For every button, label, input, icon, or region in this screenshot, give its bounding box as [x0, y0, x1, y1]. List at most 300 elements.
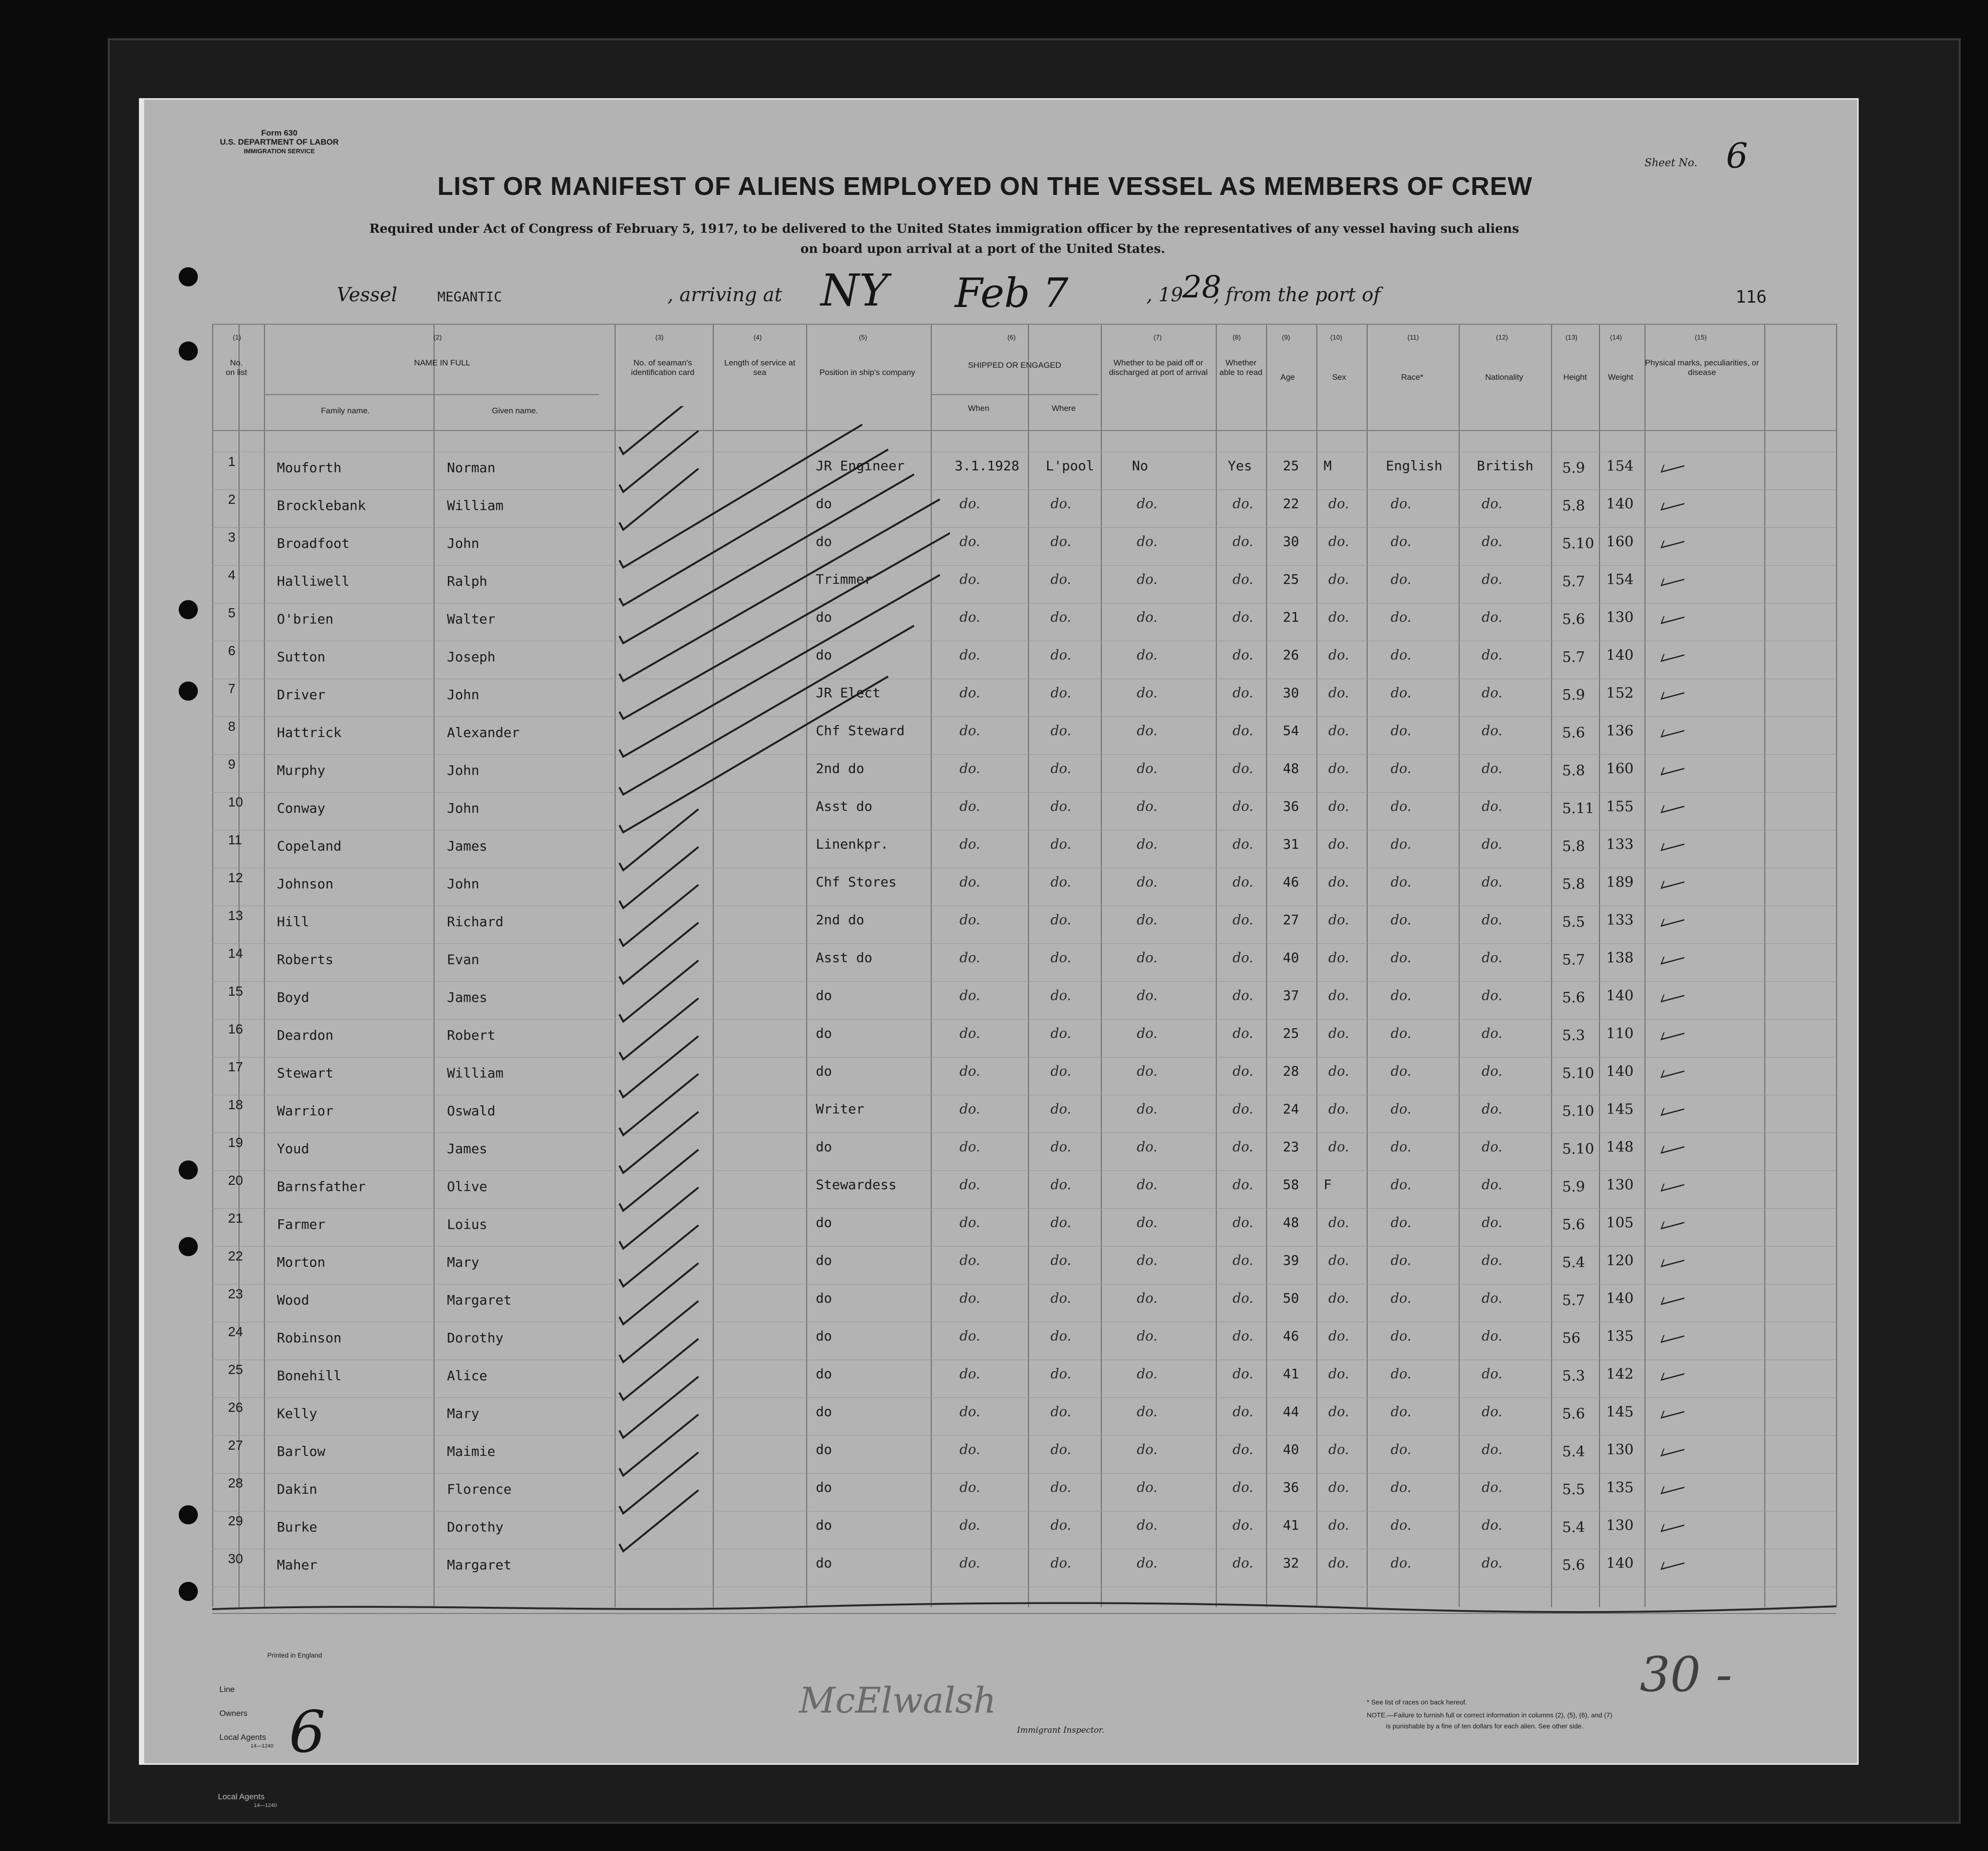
position: Linenkpr.	[816, 836, 889, 852]
cell-nationality: British	[1477, 458, 1534, 474]
check-mark-icon	[1660, 686, 1687, 700]
age: 41	[1283, 1366, 1299, 1382]
row-number: 2	[228, 492, 236, 507]
height: 5.10	[1562, 1065, 1594, 1082]
check-mark-icon	[619, 1453, 698, 1514]
ditto-mark: do.	[1328, 609, 1349, 625]
age: 39	[1283, 1252, 1299, 1268]
family-name-header: Family name.	[320, 406, 370, 415]
check-mark-icon	[619, 1263, 698, 1325]
weight: 140	[1606, 988, 1634, 1004]
family-name: Youd	[277, 1141, 309, 1157]
check-mark-icon	[1660, 799, 1687, 813]
check-mark-icon	[619, 1036, 698, 1098]
weight: 135	[1606, 1479, 1634, 1496]
ditto-mark: do.	[1137, 761, 1158, 776]
weight: 140	[1606, 1290, 1634, 1307]
manifest-sheet	[139, 98, 1859, 1765]
ditto-mark: do.	[1391, 836, 1412, 852]
given-name: William	[447, 498, 504, 513]
row-number: 30	[228, 1551, 243, 1566]
id-card-checkmarks	[615, 406, 950, 1623]
ditto-mark: do.	[1137, 1290, 1158, 1306]
col7-number: (7)	[1154, 333, 1162, 341]
column-rule	[264, 324, 265, 1607]
check-mark-icon	[1660, 572, 1687, 586]
check-mark-icon	[1660, 534, 1687, 548]
column-rule	[1836, 324, 1837, 1607]
ditto-mark: do.	[1137, 1252, 1158, 1268]
subtitle-line-2: on board upon arrival at a port of the United States.	[800, 242, 1165, 256]
ditto-mark: do.	[1391, 1555, 1412, 1571]
ditto-mark: do.	[1482, 912, 1503, 928]
position: Trimmer	[816, 571, 873, 587]
ditto-mark: do.	[1482, 1252, 1503, 1268]
position: do	[816, 988, 832, 1003]
ditto-mark: do.	[1482, 1063, 1503, 1079]
column-rule	[1101, 324, 1102, 1607]
ditto-mark: do.	[1328, 798, 1349, 814]
ditto-mark: do.	[1391, 1025, 1412, 1041]
family-name: Hill	[277, 914, 309, 930]
height: 5.8	[1562, 876, 1585, 893]
ditto-mark: do.	[1233, 1101, 1254, 1117]
ditto-mark: do.	[1051, 685, 1072, 701]
age: 46	[1283, 1328, 1299, 1344]
col13-number: (13)	[1565, 333, 1577, 341]
age: 50	[1283, 1290, 1299, 1306]
given-name: Loius	[447, 1216, 488, 1232]
family-name: Brocklebank	[277, 498, 366, 513]
family-name: Hattrick	[277, 725, 342, 740]
ditto-mark: do.	[1391, 609, 1412, 625]
position: do	[816, 1290, 832, 1306]
cell-sex: F	[1324, 1177, 1332, 1192]
col8-number: (8)	[1233, 333, 1241, 341]
family-name: Warrior	[277, 1103, 334, 1119]
ditto-mark: do.	[1137, 1328, 1158, 1344]
ditto-mark: do.	[1391, 534, 1412, 549]
check-mark-icon	[1660, 837, 1687, 851]
row-number: 28	[228, 1476, 243, 1490]
position: 2nd do	[816, 761, 865, 776]
check-mark-icon	[619, 999, 698, 1060]
position: do	[816, 1139, 832, 1155]
age: 28	[1283, 1063, 1299, 1079]
ditto-mark: do.	[1137, 496, 1158, 511]
check-mark-icon	[1660, 913, 1687, 927]
ditto-mark: do.	[1328, 950, 1349, 965]
ditto-mark: do.	[1137, 1063, 1158, 1079]
family-name: Sutton	[277, 649, 326, 665]
weight: 154	[1606, 571, 1634, 588]
position: do	[816, 1555, 832, 1571]
ditto-mark: do.	[1137, 1479, 1158, 1495]
punch-hole	[179, 681, 198, 701]
ditto-mark: do.	[1233, 1252, 1254, 1268]
ditto-mark: do.	[1328, 1063, 1349, 1079]
ditto-mark: do.	[1137, 874, 1158, 890]
form-number: Form 630	[261, 128, 297, 137]
row-number: 17	[228, 1059, 243, 1074]
check-mark-icon	[1660, 1442, 1687, 1456]
ditto-mark: do.	[1137, 571, 1158, 587]
row-rule	[212, 1019, 1836, 1020]
ditto-mark: do.	[1328, 1025, 1349, 1041]
weight: 145	[1606, 1101, 1634, 1118]
family-name: Broadfoot	[277, 535, 350, 551]
row-number: 16	[228, 1022, 243, 1036]
position: do	[816, 609, 832, 625]
age: 30	[1283, 534, 1299, 549]
ditto-mark: do.	[1233, 571, 1254, 587]
vessel-label: Vessel	[337, 284, 398, 306]
ditto-mark: do.	[960, 988, 981, 1003]
given-name: Norman	[447, 460, 496, 476]
ditto-mark: do.	[1051, 1479, 1072, 1495]
weight: 155	[1606, 798, 1634, 815]
col4-number: (4)	[754, 333, 762, 341]
weight: 120	[1606, 1252, 1634, 1269]
weight: 145	[1606, 1404, 1634, 1420]
ditto-mark: do.	[1233, 534, 1254, 549]
ditto-mark: do.	[1482, 1139, 1503, 1155]
row-number: 9	[228, 757, 236, 772]
weight: 148	[1606, 1139, 1634, 1156]
punch-hole	[179, 1237, 198, 1256]
height: 5.7	[1562, 952, 1585, 968]
sheet-number: 6	[1726, 136, 1748, 176]
weight: 130	[1606, 1517, 1634, 1534]
position: do	[816, 1517, 832, 1533]
cell-when: 3.1.1928	[955, 458, 1019, 474]
ditto-mark: do.	[1482, 798, 1503, 814]
ditto-mark: do.	[1391, 1290, 1412, 1306]
ditto-mark: do.	[1328, 761, 1349, 776]
ditto-mark: do.	[1233, 647, 1254, 663]
column-rule	[1367, 324, 1368, 1607]
check-mark-icon	[1660, 1178, 1687, 1192]
total-count-handwritten: 30 -	[1640, 1647, 1732, 1703]
weight: 105	[1606, 1215, 1634, 1231]
ditto-mark: do.	[1482, 1404, 1503, 1419]
ditto-mark: do.	[1482, 534, 1503, 549]
ditto-mark: do.	[1328, 723, 1349, 738]
age: 58	[1283, 1177, 1299, 1192]
weight: 160	[1606, 761, 1634, 777]
ditto-mark: do.	[960, 1025, 981, 1041]
given-name: Margaret	[447, 1292, 512, 1308]
ditto-mark: do.	[960, 1215, 981, 1230]
ditto-mark: do.	[1482, 1555, 1503, 1571]
punch-hole	[179, 341, 198, 361]
ditto-mark: do.	[1137, 1139, 1158, 1155]
check-mark-icon	[1660, 1140, 1687, 1154]
check-mark-icon	[1660, 1329, 1687, 1343]
check-mark-icon	[1660, 988, 1687, 1002]
ditto-mark: do.	[1233, 1442, 1254, 1457]
punch-hole	[179, 1505, 198, 1524]
ditto-mark: do.	[1051, 874, 1072, 890]
ditto-mark: do.	[1137, 1366, 1158, 1382]
ditto-mark: do.	[960, 723, 981, 738]
weight: 133	[1606, 836, 1634, 853]
position: JR Elect	[816, 685, 880, 701]
ditto-mark: do.	[1051, 723, 1072, 738]
col3-number: (3)	[655, 333, 664, 341]
ditto-mark: do.	[1391, 685, 1412, 701]
given-name: Joseph	[447, 649, 496, 665]
row-rule	[212, 716, 1836, 717]
height: 56	[1562, 1330, 1581, 1347]
weight: 130	[1606, 1442, 1634, 1458]
age: 44	[1283, 1404, 1299, 1419]
ditto-mark: do.	[1328, 912, 1349, 928]
ditto-mark: do.	[1391, 1101, 1412, 1117]
age: 37	[1283, 988, 1299, 1003]
check-mark-icon	[1660, 1253, 1687, 1267]
family-name: O'brien	[277, 611, 334, 627]
check-mark-icon	[619, 961, 698, 1022]
row-rule	[212, 1397, 1836, 1398]
family-name: Stewart	[277, 1065, 334, 1081]
ditto-mark: do.	[1137, 1101, 1158, 1117]
ditto-mark: do.	[960, 1404, 981, 1419]
age: 27	[1283, 912, 1299, 928]
check-mark-icon	[1660, 1405, 1687, 1419]
position: do	[816, 647, 832, 663]
fine-note-line-2: is punishable by a fine of ten dollars for each alien. See other side.	[1386, 1722, 1584, 1730]
ditto-mark: do.	[1482, 1290, 1503, 1306]
ditto-mark: do.	[1051, 1366, 1072, 1382]
ditto-mark: do.	[1391, 1442, 1412, 1457]
age: 21	[1283, 609, 1299, 625]
ditto-mark: do.	[1328, 1479, 1349, 1495]
height: 5.3	[1562, 1027, 1585, 1044]
col15-header: Physical marks, peculiarities, or disease	[1645, 358, 1759, 377]
family-name: Roberts	[277, 952, 334, 967]
ditto-mark: do.	[1391, 1252, 1412, 1268]
given-name: John	[447, 687, 480, 703]
height: 5.6	[1562, 611, 1585, 628]
inspector-label: Immigrant Inspector.	[1017, 1726, 1105, 1735]
row-number: 7	[228, 681, 236, 696]
check-mark-icon	[619, 626, 914, 795]
ditto-mark: do.	[1482, 761, 1503, 776]
ditto-mark: do.	[1391, 1063, 1412, 1079]
ditto-mark: do.	[960, 1442, 981, 1457]
ditto-mark: do.	[1051, 1101, 1072, 1117]
given-name: James	[447, 838, 488, 854]
height: 5.10	[1562, 1141, 1594, 1158]
age: 40	[1283, 1442, 1299, 1457]
given-name: John	[447, 762, 480, 778]
ditto-mark: do.	[1391, 1177, 1412, 1192]
fine-note-line-1: NOTE.—Failure to furnish full or correct information in columns (2), (5), (6), and (7)	[1367, 1711, 1612, 1719]
ditto-mark: do.	[1051, 1517, 1072, 1533]
height: 5.5	[1562, 914, 1585, 931]
row-number: 27	[228, 1438, 243, 1453]
given-name: Alice	[447, 1368, 488, 1384]
where-header: Where	[1051, 404, 1076, 413]
ditto-mark: do.	[1328, 1215, 1349, 1230]
check-mark-icon	[619, 500, 940, 681]
height: 5.10	[1562, 1103, 1594, 1120]
family-name: Dakin	[277, 1481, 318, 1497]
ditto-mark: do.	[1328, 1328, 1349, 1344]
family-name: Boyd	[277, 989, 309, 1005]
row-rule	[212, 489, 1836, 490]
row-rule	[212, 1435, 1836, 1436]
column-rule	[1551, 324, 1552, 1607]
given-name: Olive	[447, 1179, 488, 1194]
ditto-mark: do.	[960, 761, 981, 776]
family-name: Burke	[277, 1519, 318, 1535]
ditto-mark: do.	[1051, 1177, 1072, 1192]
ditto-mark: do.	[1137, 912, 1158, 928]
weight: 160	[1606, 534, 1634, 550]
ditto-mark: do.	[1328, 571, 1349, 587]
ditto-mark: do.	[1391, 1328, 1412, 1344]
ditto-mark: do.	[1137, 534, 1158, 549]
age: 22	[1283, 496, 1299, 511]
when-header: When	[968, 404, 990, 413]
ditto-mark: do.	[1137, 647, 1158, 663]
height: 5.6	[1562, 1406, 1585, 1422]
ditto-mark: do.	[1233, 1139, 1254, 1155]
ditto-mark: do.	[1051, 496, 1072, 511]
check-mark-icon	[619, 431, 698, 492]
col10-header: Sex	[1332, 373, 1347, 382]
ditto-mark: do.	[1137, 1025, 1158, 1041]
column-rule	[1764, 324, 1765, 1607]
ditto-mark: do.	[1482, 647, 1503, 663]
weight: 136	[1606, 723, 1634, 739]
punch-hole	[179, 1160, 198, 1180]
ditto-mark: do.	[960, 1177, 981, 1192]
height: 5.7	[1562, 1292, 1585, 1309]
col5-number: (5)	[859, 333, 868, 341]
ditto-mark: do.	[1137, 685, 1158, 701]
height: 5.9	[1562, 460, 1585, 477]
sheet-edge	[140, 100, 144, 1763]
position: do	[816, 1252, 832, 1268]
weight: 142	[1606, 1366, 1634, 1383]
check-mark-icon	[619, 1150, 698, 1211]
family-name: Maher	[277, 1557, 318, 1573]
department-name: U.S. DEPARTMENT OF LABOR	[219, 137, 339, 147]
row-number: 21	[228, 1211, 243, 1226]
ditto-mark: do.	[1233, 1063, 1254, 1079]
col10-number: (10)	[1330, 333, 1342, 341]
position: do	[816, 1328, 832, 1344]
row-number: 14	[228, 946, 243, 961]
ditto-mark: do.	[960, 874, 981, 890]
arrival-date: Feb 7	[955, 270, 1069, 317]
position: Writer	[816, 1101, 865, 1117]
check-mark-icon	[619, 475, 914, 644]
ditto-mark: do.	[1051, 1442, 1072, 1457]
given-name: John	[447, 876, 480, 892]
row-number: 26	[228, 1400, 243, 1415]
check-mark-icon	[1660, 1556, 1687, 1570]
vessel-name: MEGANTIC	[437, 289, 502, 305]
age: 25	[1283, 1025, 1299, 1041]
weight: 152	[1606, 685, 1634, 702]
age: 24	[1283, 1101, 1299, 1117]
ditto-mark: do.	[1051, 1215, 1072, 1230]
weight: 130	[1606, 609, 1634, 626]
row-rule	[212, 1208, 1836, 1209]
local-agents-handwritten: 6	[289, 1699, 326, 1766]
row-number: 12	[228, 870, 243, 885]
weight: 135	[1606, 1328, 1634, 1345]
list-number: 116	[1736, 287, 1767, 307]
given-name: Robert	[447, 1027, 496, 1043]
ditto-mark: do.	[1051, 609, 1072, 625]
ditto-mark: do.	[960, 798, 981, 814]
row-number: 19	[228, 1135, 243, 1150]
row-number: 15	[228, 984, 243, 999]
ditto-mark: do.	[1233, 1404, 1254, 1419]
ditto-mark: do.	[1391, 1479, 1412, 1495]
check-mark-icon	[619, 885, 698, 946]
line-label: Line	[219, 1685, 235, 1694]
height: 5.10	[1562, 535, 1594, 552]
ditto-mark: do.	[1137, 609, 1158, 625]
given-name: John	[447, 800, 480, 816]
arrival-year: 28	[1182, 270, 1222, 305]
row-number: 1	[228, 454, 236, 469]
ditto-mark: do.	[1051, 836, 1072, 852]
column-rule	[1459, 324, 1460, 1607]
col15-number: (15)	[1695, 333, 1707, 341]
check-mark-icon	[1660, 1026, 1687, 1040]
age: 32	[1283, 1555, 1299, 1571]
position: Stewardess	[816, 1177, 897, 1192]
age: 25	[1283, 458, 1299, 474]
sheet-number-label: Sheet No.	[1645, 157, 1698, 169]
row-rule	[212, 565, 1836, 566]
ditto-mark: do.	[960, 912, 981, 928]
punch-hole	[179, 1582, 198, 1601]
from-port-label: , from the port of	[1213, 284, 1381, 306]
row-number: 18	[228, 1097, 243, 1112]
page-title: LIST OR MANIFEST OF ALIENS EMPLOYED ON THE VESSEL AS MEMBERS OF CREW	[437, 172, 1533, 201]
family-name: Bonehill	[277, 1368, 342, 1384]
row-rule	[212, 754, 1836, 755]
col11-number: (11)	[1407, 333, 1419, 341]
position: do	[816, 1063, 832, 1079]
column-rule	[1028, 324, 1029, 1607]
ditto-mark: do.	[1233, 874, 1254, 890]
ditto-mark: do.	[1391, 1404, 1412, 1419]
check-mark-icon	[619, 1490, 698, 1552]
position: Chf Steward	[816, 723, 905, 738]
ditto-mark: do.	[1482, 988, 1503, 1003]
ditto-mark: do.	[1051, 1025, 1072, 1041]
height: 5.7	[1562, 649, 1585, 666]
age: 54	[1283, 723, 1299, 738]
given-name: Walter	[447, 611, 496, 627]
col12-header: Nationality	[1485, 373, 1523, 382]
ditto-mark: do.	[1482, 609, 1503, 625]
age: 26	[1283, 647, 1299, 663]
check-mark-icon	[1660, 1064, 1687, 1078]
weight: 140	[1606, 1555, 1634, 1572]
check-mark-icon	[619, 1074, 698, 1136]
ditto-mark: do.	[1391, 912, 1412, 928]
